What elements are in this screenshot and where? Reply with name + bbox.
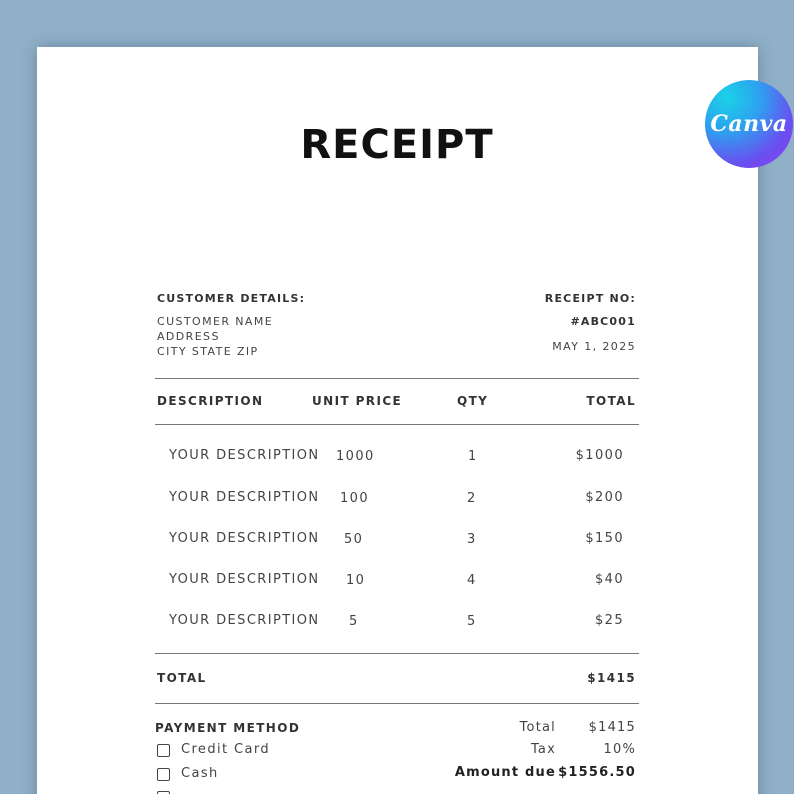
receipt-title: RECEIPT <box>300 122 494 168</box>
cash-label: Cash <box>181 766 219 781</box>
amount-due-value: $1556.50 <box>558 765 636 780</box>
row-description: YOUR DESCRIPTION <box>169 572 320 587</box>
row-unit-price: 100 <box>340 491 370 506</box>
row-total: $1000 <box>575 448 624 463</box>
row-unit-price: 50 <box>344 532 364 547</box>
row-total: $200 <box>585 490 624 505</box>
summary-tax-value: 10% <box>603 742 636 757</box>
canva-logo-text: Canva <box>710 111 788 137</box>
receipt-number: #ABC001 <box>570 315 636 328</box>
customer-name: CUSTOMER NAME <box>157 315 274 328</box>
header-total: TOTAL <box>586 394 636 408</box>
row-total: $25 <box>594 613 624 628</box>
header-unit-price: UNIT PRICE <box>312 394 403 408</box>
summary-total-value: $1415 <box>588 720 636 735</box>
cash-checkbox[interactable] <box>157 768 170 781</box>
row-description: YOUR DESCRIPTION <box>169 490 320 505</box>
row-description: YOUR DESCRIPTION <box>169 613 320 628</box>
row-total: $150 <box>585 531 624 546</box>
row-qty: 4 <box>467 573 477 588</box>
row-qty: 3 <box>467 532 477 547</box>
row-description: YOUR DESCRIPTION <box>169 448 320 463</box>
summary-total-label: Total <box>519 720 556 735</box>
total-rule <box>155 703 639 704</box>
customer-city: CITY STATE ZIP <box>157 345 259 358</box>
header-description: DESCRIPTION <box>157 394 264 408</box>
header-qty: QTY <box>457 394 489 408</box>
credit-card-checkbox[interactable] <box>157 744 170 757</box>
table-header-rule <box>155 424 639 425</box>
receipt-no-heading: RECEIPT NO: <box>544 292 636 305</box>
row-total: $40 <box>594 572 624 587</box>
table-top-rule <box>155 378 639 379</box>
row-qty: 2 <box>467 491 477 506</box>
row-unit-price: 10 <box>346 573 366 588</box>
payment-method-heading: PAYMENT METHOD <box>155 721 301 735</box>
row-description: YOUR DESCRIPTION <box>169 531 320 546</box>
customer-address: ADDRESS <box>157 330 220 343</box>
row-unit-price: 1000 <box>336 449 375 464</box>
row-unit-price: 5 <box>349 614 359 629</box>
amount-due-label: Amount due <box>454 765 556 780</box>
total-label: TOTAL <box>157 671 207 685</box>
receipt-date: MAY 1, 2025 <box>552 340 636 353</box>
customer-details-heading: CUSTOMER DETAILS: <box>157 292 306 305</box>
table-bottom-rule <box>155 653 639 654</box>
credit-card-label: Credit Card <box>181 742 271 757</box>
row-qty: 1 <box>468 449 478 464</box>
total-value: $1415 <box>587 671 636 685</box>
row-qty: 5 <box>467 614 477 629</box>
summary-tax-label: Tax <box>530 742 556 757</box>
